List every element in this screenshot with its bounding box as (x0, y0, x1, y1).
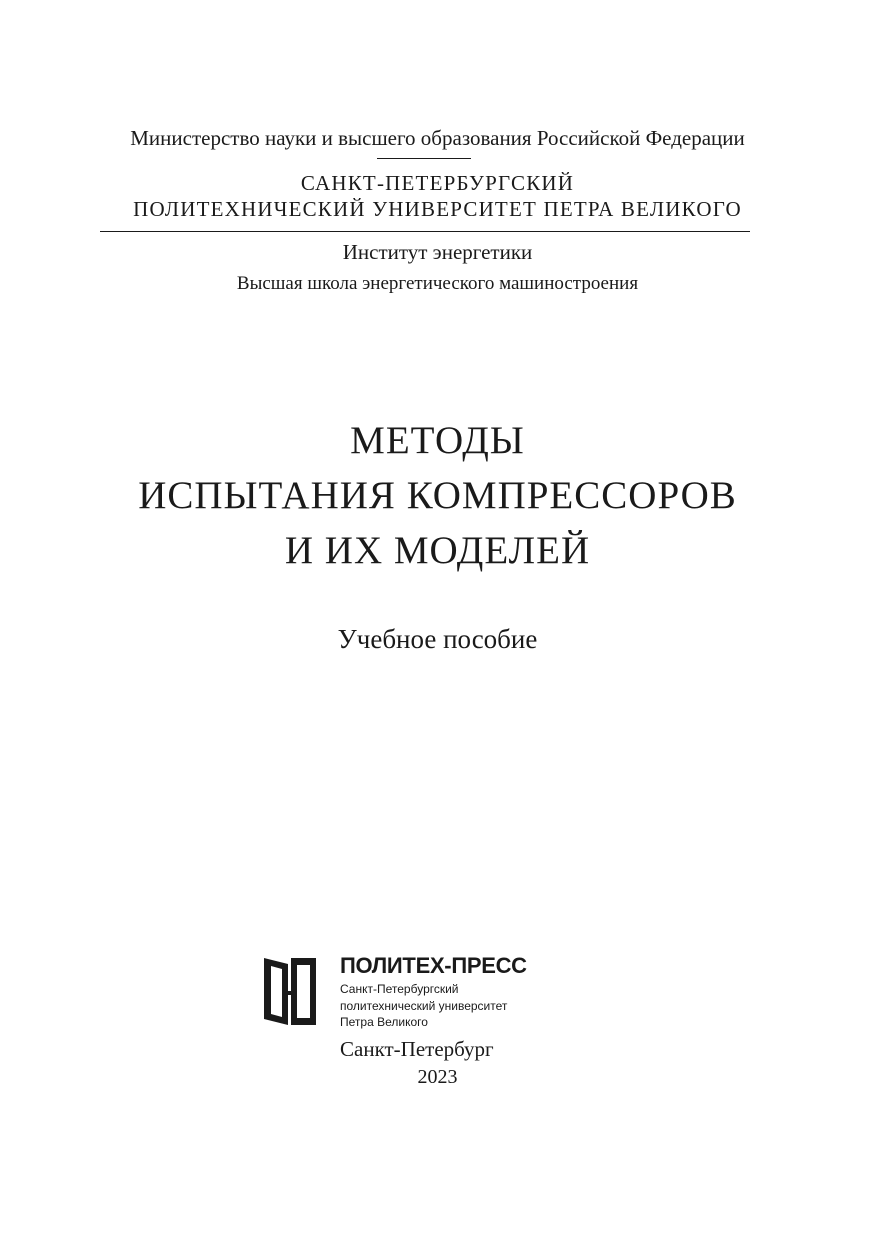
publication-city: Санкт-Петербург (340, 1037, 494, 1061)
subtitle: Учебное пособие (337, 624, 538, 654)
school-line: Высшая школа энергетического машиностроения (236, 273, 639, 294)
publisher-desc-2: политехнический университет (340, 999, 508, 1013)
long-divider (100, 231, 750, 232)
title-line-2: ИСПЫТАНИЯ КОМПРЕССОРОВ (138, 474, 737, 517)
university-line-2: ПОЛИТЕХНИЧЕСКИЙ УНИВЕРСИТЕТ ПЕТРА ВЕЛИКОГО (133, 197, 742, 221)
publication-year: 2023 (417, 1066, 458, 1088)
publisher-desc-1: Санкт-Петербургский (340, 982, 459, 996)
title-line-1: МЕТОДЫ (350, 419, 525, 462)
short-divider (377, 158, 471, 159)
book-logo-icon (262, 955, 318, 1028)
publisher-name: ПОЛИТЕХ-ПРЕСС (340, 953, 527, 978)
ministry-line: Министерство науки и высшего образования Российской Федерации (130, 126, 745, 150)
publisher-desc-3: Петра Великого (340, 1015, 428, 1029)
institute-line: Институт энергетики (342, 240, 533, 264)
university-line-1: САНКТ-ПЕТЕРБУРГСКИЙ (300, 171, 575, 195)
title-line-3: И ИХ МОДЕЛЕЙ (284, 529, 591, 572)
